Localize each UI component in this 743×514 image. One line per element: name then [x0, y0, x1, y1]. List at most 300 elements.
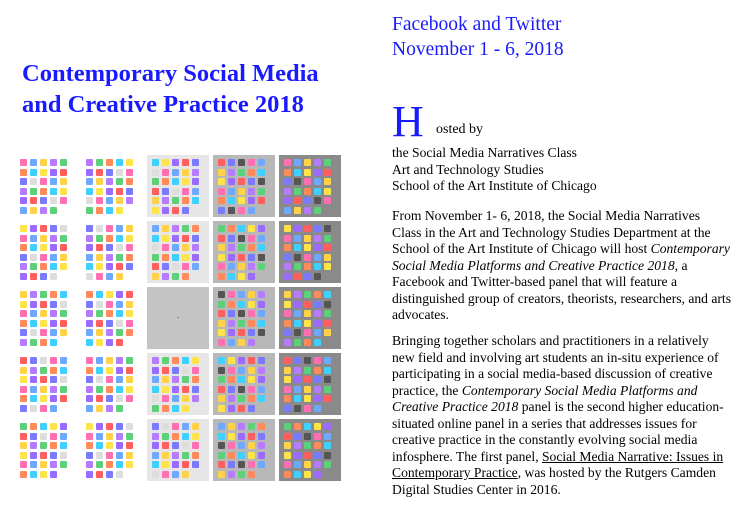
app-icon: [126, 423, 133, 430]
app-icon: [192, 169, 199, 176]
app-icon: [30, 386, 37, 393]
app-icon: [30, 207, 37, 214]
app-icon: [314, 376, 321, 383]
app-icon: [238, 367, 245, 374]
app-icon: [50, 254, 57, 261]
app-icon: [60, 197, 67, 204]
app-icon: [30, 471, 37, 478]
app-icon: [96, 301, 103, 308]
app-icon: [162, 225, 169, 232]
icon-tile: [147, 221, 209, 283]
app-icon: [304, 357, 311, 364]
icon-tile: [279, 221, 341, 283]
app-icon: [116, 178, 123, 185]
app-icon: [96, 254, 103, 261]
app-icon: [50, 244, 57, 251]
app-icon: [50, 376, 57, 383]
app-icon: [248, 386, 255, 393]
app-icon: [238, 178, 245, 185]
app-icon: [314, 188, 321, 195]
app-icon: [30, 405, 37, 412]
app-icon: [86, 197, 93, 204]
app-icon: [218, 178, 225, 185]
app-icon: [284, 395, 291, 402]
app-icon: [116, 442, 123, 449]
app-icon: [248, 263, 255, 270]
app-icon: [162, 452, 169, 459]
app-icon: [228, 301, 235, 308]
app-icon: [116, 235, 123, 242]
app-icon: [248, 357, 255, 364]
app-icon: [238, 386, 245, 393]
app-icon: [284, 357, 291, 364]
app-icon: [284, 244, 291, 251]
app-icon: [304, 339, 311, 346]
app-icon: [192, 442, 199, 449]
app-icon: [162, 207, 169, 214]
app-icon: [162, 197, 169, 204]
app-icon: [228, 423, 235, 430]
app-icon: [116, 301, 123, 308]
app-icon: [172, 357, 179, 364]
app-icon: [60, 254, 67, 261]
app-icon: [152, 235, 159, 242]
app-icon: [218, 207, 225, 214]
app-icon: [30, 423, 37, 430]
app-icon: [30, 461, 37, 468]
app-icon: [40, 178, 47, 185]
app-icon: [314, 225, 321, 232]
app-icon: [218, 442, 225, 449]
app-icon: [86, 395, 93, 402]
app-icon: [116, 471, 123, 478]
app-icon: [116, 263, 123, 270]
app-icon: [218, 169, 225, 176]
app-icon: [116, 188, 123, 195]
app-icon: [238, 291, 245, 298]
app-icon: [192, 367, 199, 374]
app-icon: [162, 159, 169, 166]
app-icon: [314, 244, 321, 251]
app-icon: [284, 225, 291, 232]
app-icon: [192, 225, 199, 232]
app-icon: [248, 329, 255, 336]
app-icon: [152, 395, 159, 402]
app-icon: [30, 357, 37, 364]
app-icon: [324, 452, 331, 459]
app-icon: [284, 329, 291, 336]
title-line-1: Contemporary Social Media: [22, 60, 319, 87]
app-icon: [258, 244, 265, 251]
app-icon: [218, 310, 225, 317]
app-icon: [116, 376, 123, 383]
app-icon: [50, 178, 57, 185]
app-icon: [162, 442, 169, 449]
app-icon: [86, 188, 93, 195]
icon-tile: [81, 155, 143, 217]
app-icon: [228, 263, 235, 270]
app-icon: [60, 169, 67, 176]
app-icon: [238, 376, 245, 383]
app-icon: [106, 169, 113, 176]
app-icon: [152, 263, 159, 270]
app-icon: [152, 178, 159, 185]
app-icon: [20, 225, 27, 232]
app-icon: [50, 367, 57, 374]
app-icon: [218, 367, 225, 374]
app-icon: [304, 433, 311, 440]
app-icon: [116, 329, 123, 336]
app-icon: [116, 395, 123, 402]
app-icon: [182, 188, 189, 195]
app-icon: [40, 263, 47, 270]
details-paragraph: [392, 333, 732, 498]
app-icon: [304, 452, 311, 459]
icon-tile: [81, 353, 143, 415]
app-icon: [294, 188, 301, 195]
app-icon: [162, 178, 169, 185]
app-icon: [96, 395, 103, 402]
app-icon: [238, 159, 245, 166]
app-icon: [294, 395, 301, 402]
app-icon: [248, 310, 255, 317]
app-icon: [152, 433, 159, 440]
app-icon: [258, 367, 265, 374]
app-icon: [86, 225, 93, 232]
app-icon: [284, 367, 291, 374]
app-icon: [30, 329, 37, 336]
app-icon: [172, 235, 179, 242]
app-icon: [248, 376, 255, 383]
app-icon: [238, 310, 245, 317]
app-icon: [294, 452, 301, 459]
app-icon: [40, 273, 47, 280]
app-icon: [182, 178, 189, 185]
app-icon: [172, 376, 179, 383]
app-icon: [60, 423, 67, 430]
app-icon: [218, 291, 225, 298]
app-icon: [106, 433, 113, 440]
app-icon: [228, 320, 235, 327]
app-icon: [228, 273, 235, 280]
app-icon: [192, 423, 199, 430]
app-icon: [106, 442, 113, 449]
app-icon: [192, 244, 199, 251]
app-icon: [324, 235, 331, 242]
app-icon: [162, 263, 169, 270]
icon-tile: [81, 419, 143, 481]
app-icon: [228, 471, 235, 478]
app-icon: [60, 320, 67, 327]
app-icon: [294, 367, 301, 374]
app-icon: [218, 301, 225, 308]
app-icon: [172, 254, 179, 261]
app-icon: [238, 207, 245, 214]
app-icon: [116, 310, 123, 317]
app-icon: [116, 244, 123, 251]
app-icon: [294, 423, 301, 430]
icon-tile: [15, 287, 77, 349]
app-icon: [60, 263, 67, 270]
app-icon: [182, 169, 189, 176]
app-icon: [324, 423, 331, 430]
app-icon: [40, 320, 47, 327]
app-icon: [162, 461, 169, 468]
app-icon: [86, 178, 93, 185]
app-icon: [126, 188, 133, 195]
app-icon: [50, 263, 57, 270]
icon-tile: [213, 287, 275, 349]
app-icon: [126, 169, 133, 176]
app-icon: [126, 367, 133, 374]
app-icon: [172, 433, 179, 440]
app-icon: [324, 442, 331, 449]
app-icon: [228, 405, 235, 412]
app-icon: [126, 244, 133, 251]
app-icon: [152, 207, 159, 214]
app-icon: [238, 339, 245, 346]
app-icon: [314, 329, 321, 336]
app-icon: [30, 310, 37, 317]
app-icon: [324, 395, 331, 402]
app-icon: [238, 461, 245, 468]
icon-grid-image: [15, 155, 340, 485]
app-icon: [20, 159, 27, 166]
app-icon: [60, 178, 67, 185]
app-icon: [294, 254, 301, 261]
app-icon: [304, 329, 311, 336]
app-icon: [60, 386, 67, 393]
app-icon: [106, 254, 113, 261]
app-icon: [258, 423, 265, 430]
app-icon: [96, 339, 103, 346]
app-icon: [126, 197, 133, 204]
app-icon: [172, 471, 179, 478]
app-icon: [60, 244, 67, 251]
event-header: [392, 12, 564, 62]
app-icon: [218, 197, 225, 204]
icon-tile: [81, 287, 143, 349]
app-icon: [172, 386, 179, 393]
icon-tile: [15, 353, 77, 415]
app-icon: [238, 244, 245, 251]
app-icon: [30, 376, 37, 383]
para2-event-title: Contemporary Social Media Platforms and Creative Practice 2018: [392, 382, 698, 414]
app-icon: [50, 329, 57, 336]
icon-tile: [147, 287, 209, 349]
app-icon: [182, 273, 189, 280]
app-icon: [304, 376, 311, 383]
app-icon: [294, 329, 301, 336]
app-icon: [116, 405, 123, 412]
app-icon: [126, 310, 133, 317]
app-icon: [304, 244, 311, 251]
app-icon: [106, 225, 113, 232]
app-icon: [106, 329, 113, 336]
app-icon: [284, 263, 291, 270]
app-icon: [106, 291, 113, 298]
app-icon: [126, 376, 133, 383]
app-icon: [294, 273, 301, 280]
app-icon: [238, 357, 245, 364]
app-icon: [86, 329, 93, 336]
app-icon: [106, 235, 113, 242]
app-icon: [50, 433, 57, 440]
app-icon: [228, 357, 235, 364]
app-icon: [314, 423, 321, 430]
first-panel-link[interactable]: Social Media Narrative: Issues in Contemporary Practice: [392, 448, 724, 480]
event-platforms: Facebook and Twitter: [392, 14, 562, 35]
app-icon: [258, 291, 265, 298]
app-icon: [96, 188, 103, 195]
app-icon: [96, 405, 103, 412]
app-icon: [304, 423, 311, 430]
app-icon: [96, 386, 103, 393]
app-icon: [30, 395, 37, 402]
app-icon: [284, 442, 291, 449]
app-icon: [86, 254, 93, 261]
app-icon: [238, 442, 245, 449]
app-icon: [192, 254, 199, 261]
app-icon: [192, 461, 199, 468]
app-icon: [314, 442, 321, 449]
app-icon: [192, 357, 199, 364]
app-icon: [20, 367, 27, 374]
app-icon: [40, 471, 47, 478]
host-info: [392, 145, 597, 195]
app-icon: [106, 207, 113, 214]
app-icon: [40, 395, 47, 402]
app-icon: [314, 433, 321, 440]
app-icon: [50, 188, 57, 195]
app-icon: [324, 291, 331, 298]
app-icon: [106, 178, 113, 185]
icon-tile: [279, 353, 341, 415]
app-icon: [162, 395, 169, 402]
app-icon: [228, 188, 235, 195]
app-icon: [96, 329, 103, 336]
app-icon: [40, 159, 47, 166]
app-icon: [116, 159, 123, 166]
app-icon: [86, 273, 93, 280]
app-icon: [40, 291, 47, 298]
app-icon: [20, 433, 27, 440]
app-icon: [126, 386, 133, 393]
app-icon: [314, 169, 321, 176]
app-icon: [228, 254, 235, 261]
tile-dot: [177, 317, 179, 318]
app-icon: [20, 235, 27, 242]
app-icon: [304, 263, 311, 270]
app-icon: [238, 329, 245, 336]
para1-text-a: From November 1- 6, 2018, the Social Media Narratives Class in the Art and Technology Studies Department at the School of the Art Institute of Chicago will host: [392, 208, 711, 256]
app-icon: [258, 310, 265, 317]
host-class: the Social Media Narratives Class: [392, 145, 577, 160]
app-icon: [218, 357, 225, 364]
app-icon: [106, 423, 113, 430]
app-icon: [258, 159, 265, 166]
app-icon: [294, 386, 301, 393]
para2-text-b: panel is the second higher education-situated online panel in a series that addresses issues for creative practice in the constantly evolving social media infosphere. The first panel,: [392, 399, 724, 464]
app-icon: [294, 301, 301, 308]
app-icon: [314, 263, 321, 270]
app-icon: [126, 461, 133, 468]
app-icon: [192, 178, 199, 185]
app-icon: [20, 442, 27, 449]
app-icon: [238, 433, 245, 440]
app-icon: [30, 291, 37, 298]
app-icon: [96, 320, 103, 327]
app-icon: [162, 244, 169, 251]
app-icon: [218, 461, 225, 468]
app-icon: [162, 376, 169, 383]
app-icon: [182, 471, 189, 478]
app-icon: [218, 188, 225, 195]
app-icon: [182, 263, 189, 270]
app-icon: [50, 301, 57, 308]
app-icon: [86, 376, 93, 383]
app-icon: [314, 386, 321, 393]
app-icon: [324, 386, 331, 393]
app-icon: [50, 225, 57, 232]
app-icon: [192, 188, 199, 195]
app-icon: [258, 225, 265, 232]
app-icon: [40, 357, 47, 364]
app-icon: [258, 188, 265, 195]
app-icon: [314, 395, 321, 402]
app-icon: [96, 207, 103, 214]
app-icon: [228, 339, 235, 346]
app-icon: [50, 395, 57, 402]
app-icon: [106, 405, 113, 412]
app-icon: [294, 357, 301, 364]
app-icon: [218, 235, 225, 242]
app-icon: [218, 423, 225, 430]
app-icon: [218, 376, 225, 383]
app-icon: [116, 423, 123, 430]
app-icon: [314, 405, 321, 412]
app-icon: [162, 169, 169, 176]
app-icon: [50, 310, 57, 317]
para1-text-b: , a Facebook and Twitter-based panel that will feature a distinguished group of creators, theorists, researchers, and arts advocates.: [392, 257, 731, 322]
app-icon: [294, 207, 301, 214]
app-icon: [40, 310, 47, 317]
app-icon: [172, 169, 179, 176]
app-icon: [126, 301, 133, 308]
app-icon: [238, 263, 245, 270]
app-icon: [126, 225, 133, 232]
app-icon: [40, 235, 47, 242]
app-icon: [314, 178, 321, 185]
app-icon: [86, 301, 93, 308]
app-icon: [218, 320, 225, 327]
app-icon: [182, 197, 189, 204]
app-icon: [20, 339, 27, 346]
app-icon: [116, 291, 123, 298]
app-icon: [324, 263, 331, 270]
app-icon: [238, 452, 245, 459]
app-icon: [96, 433, 103, 440]
app-icon: [304, 301, 311, 308]
app-icon: [258, 320, 265, 327]
app-icon: [284, 471, 291, 478]
app-icon: [238, 320, 245, 327]
app-icon: [152, 197, 159, 204]
app-icon: [192, 433, 199, 440]
app-icon: [50, 291, 57, 298]
app-icon: [30, 263, 37, 270]
app-icon: [60, 452, 67, 459]
